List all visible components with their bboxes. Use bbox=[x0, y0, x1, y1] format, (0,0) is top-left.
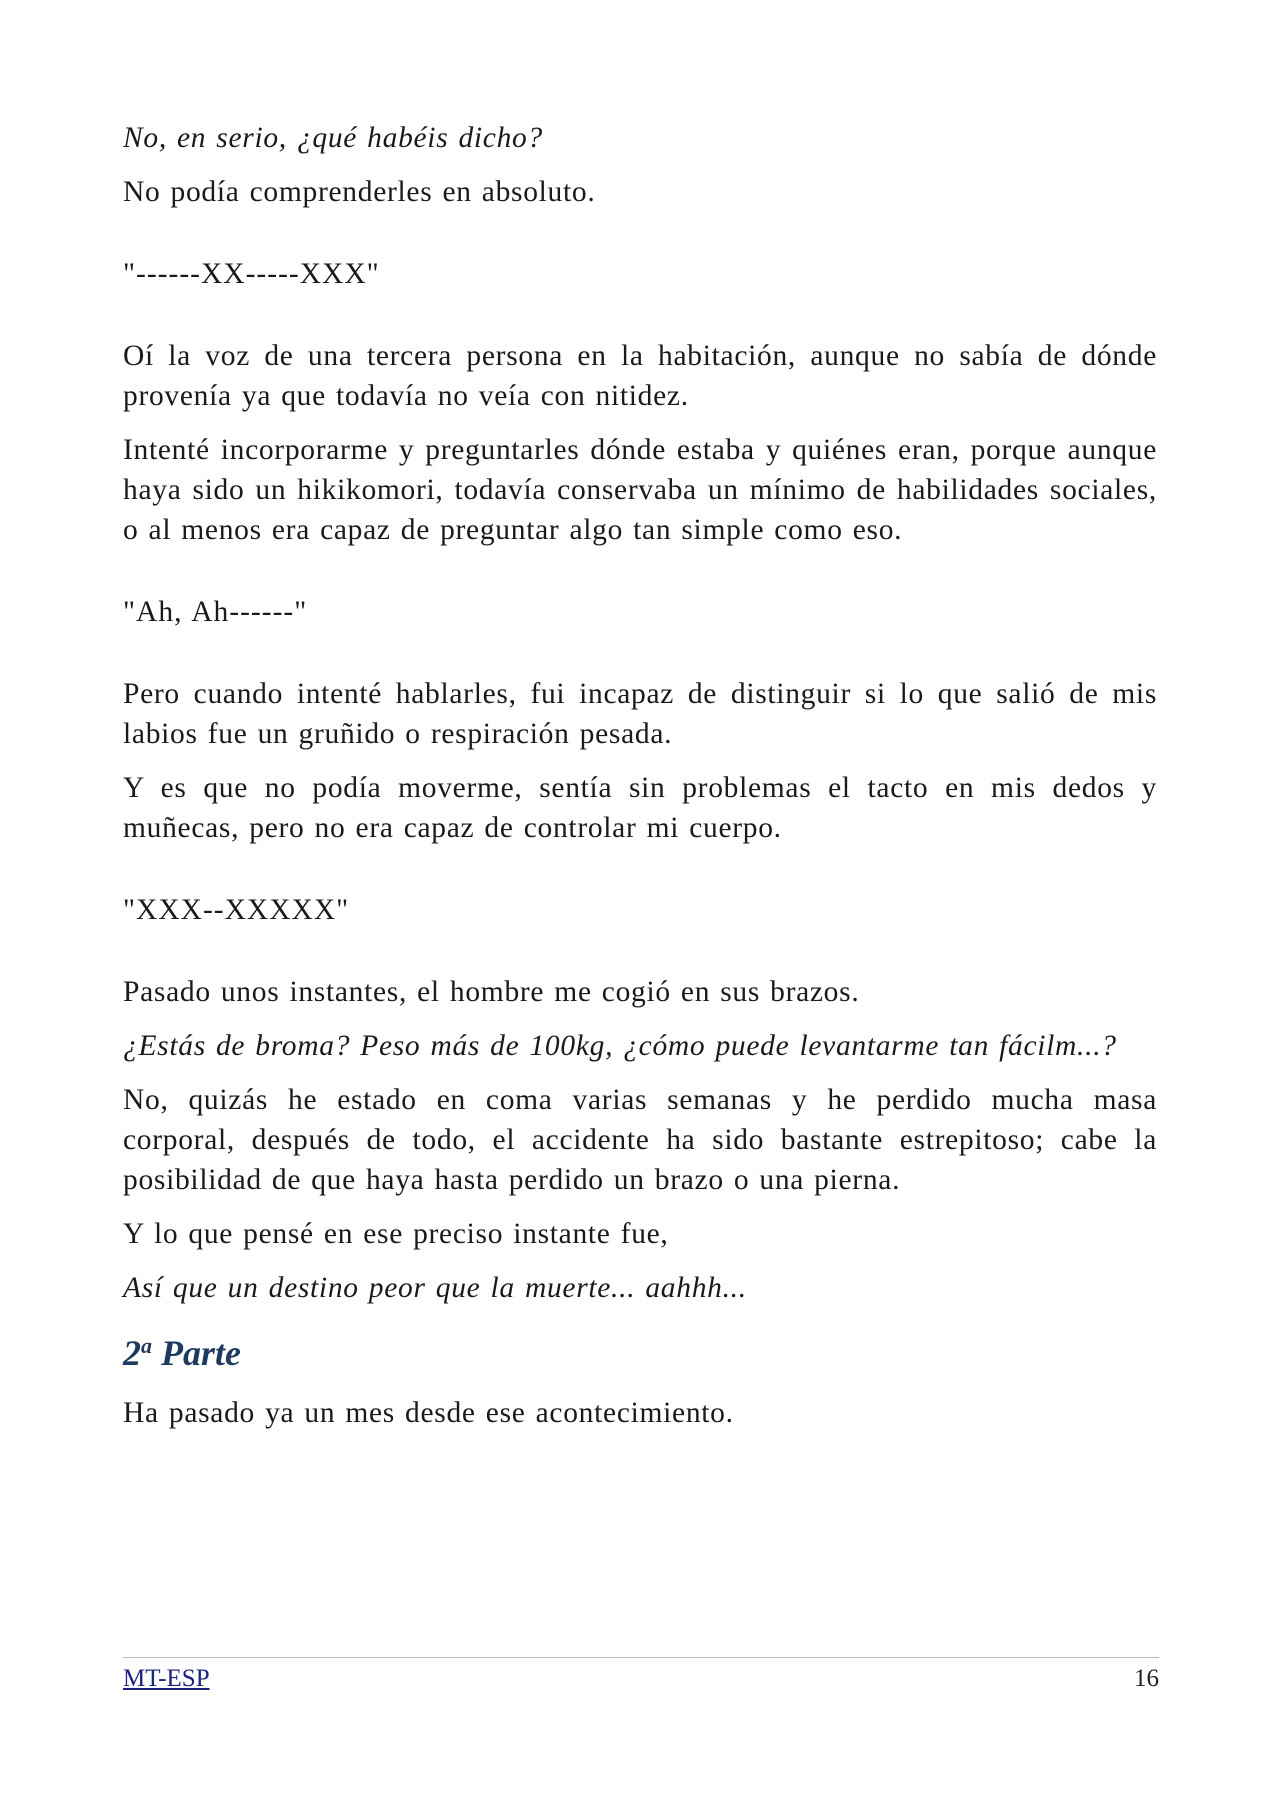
section-heading-title: Parte bbox=[161, 1333, 241, 1373]
paragraph-after-heading: Ha pasado ya un mes desde ese acontecimiento. bbox=[123, 1397, 734, 1429]
page-footer bbox=[123, 1657, 1159, 1694]
section-heading-ordinal: a bbox=[141, 1333, 152, 1358]
paragraph-2: No podía comprenderles en absoluto. bbox=[123, 176, 596, 208]
paragraph-10: Y lo que pensé en ese preciso instante fue, bbox=[123, 1218, 669, 1250]
dialogue-3: "XXX--XXXXX" bbox=[123, 894, 350, 926]
paragraph-3: Oí la voz de una tercera persona en la habitación, aunque no sabía de dónde provenía ya que todavía no veía con nitidez. bbox=[123, 340, 1157, 412]
paragraph-6: Y es que no podía moverme, sentía sin problemas el tacto en mis dedos y muñecas, pero no era capaz de controlar mi cuerpo. bbox=[123, 772, 1157, 844]
section-heading-number: 2 bbox=[123, 1333, 141, 1373]
paragraph-4: Intenté incorporarme y preguntarles dónde estaba y quiénes eran, porque aunque haya sido un hikikomori, todavía conservaba un mínimo de habilidades sociales, o al menos era capaz de preguntar algo tan simple como eso. bbox=[123, 434, 1157, 546]
document-page bbox=[123, 118, 1157, 1433]
page-number: 16 bbox=[1134, 1665, 1159, 1692]
paragraph-11: Así que un destino peor que la muerte... aahhh... bbox=[123, 1272, 747, 1304]
paragraph-9: No, quizás he estado en coma varias semanas y he perdido mucha masa corporal, después de todo, el accidente ha sido bastante estrepitoso; cabe la posibilidad de que haya hasta perdido un brazo o una pierna. bbox=[123, 1084, 1157, 1196]
dialogue-2: "Ah, Ah------" bbox=[123, 596, 308, 628]
paragraph-5: Pero cuando intenté hablarles, fui incapaz de distinguir si lo que salió de mis labios fue un gruñido o respiración pesada. bbox=[123, 678, 1157, 750]
footer-link[interactable]: MT-ESP bbox=[123, 1665, 210, 1692]
paragraph-7: Pasado unos instantes, el hombre me cogió en sus brazos. bbox=[123, 976, 860, 1008]
dialogue-1: "------XX-----XXX" bbox=[123, 258, 380, 290]
section-heading bbox=[123, 1324, 1157, 1375]
paragraph-8: ¿Estás de broma? Peso más de 100kg, ¿cómo puede levantarme tan fácilm...? bbox=[123, 1030, 1117, 1062]
paragraph-1: No, en serio, ¿qué habéis dicho? bbox=[123, 122, 543, 154]
